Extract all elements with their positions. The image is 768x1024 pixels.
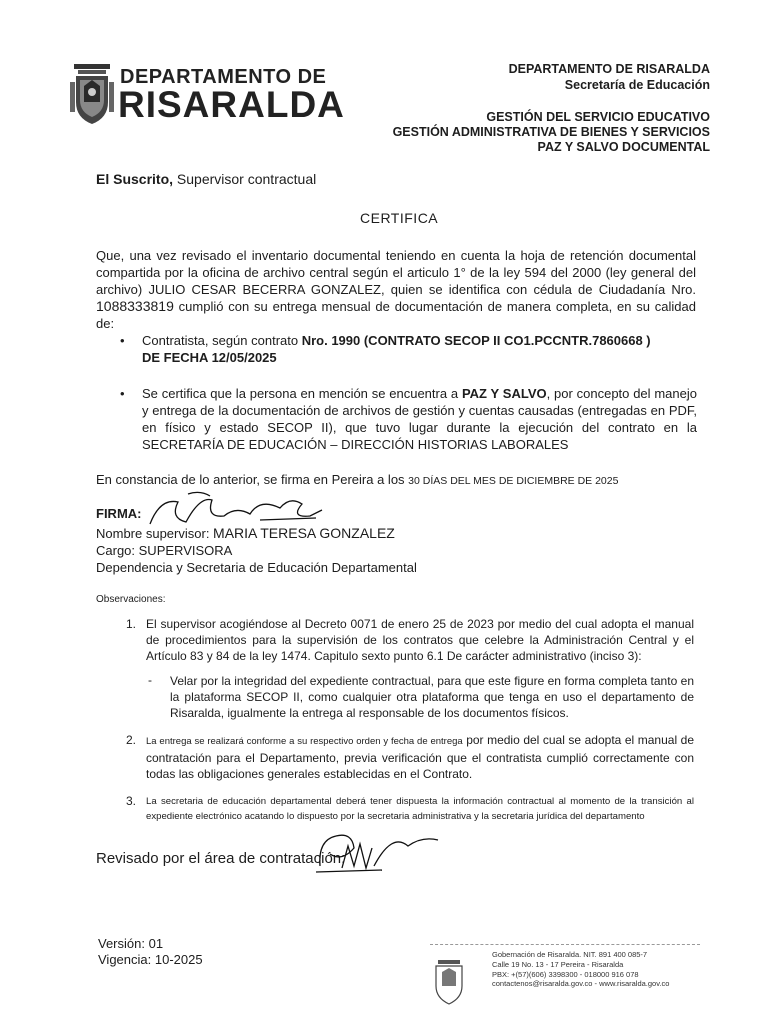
nombre-value: MARIA TERESA GONZALEZ	[213, 525, 395, 541]
obs-num-2: 2.	[126, 733, 137, 747]
cedula-number: 1088333819	[96, 298, 174, 314]
bullet-dot: •	[120, 333, 125, 348]
observaciones-title: Observaciones:	[96, 594, 166, 605]
logo-line1: DEPARTAMENTO DE	[120, 66, 327, 88]
bullet-contract	[142, 332, 702, 366]
footer-divider	[430, 944, 700, 945]
risaralda-logo	[70, 62, 370, 132]
footer-vigencia: Vigencia: 10-2025	[98, 952, 203, 967]
header-doc-title: PAZ Y SALVO DOCUMENTAL	[537, 140, 710, 154]
header-gestion2: GESTIÓN ADMINISTRATIVA DE BIENES Y SERVICIOS	[392, 125, 710, 139]
obs-subitem-dash: -	[148, 673, 152, 687]
cargo-value: SUPERVISORA	[138, 543, 233, 558]
b1-text: Contratista, según contrato	[142, 333, 302, 348]
obs-item-2-text: por medio del cual se adopta el manual de contratación para el Departamento, previa verificación que el contratista cumplió correctamente con todas las obligaciones generales establecidas en el Contrato.	[146, 733, 694, 781]
footer-contact-lines	[492, 950, 669, 989]
b1-bold: Nro. 1990 (CONTRATO SECOP II CO1.PCCNTR.7860668 )	[301, 333, 651, 348]
p1-text-b: cumplió con su entrega mensual de documentación de manera completa, en su calidad de:	[96, 299, 696, 331]
constancia-line	[96, 472, 618, 487]
firma-label: FIRMA:	[96, 506, 142, 521]
contratacion-signature	[312, 826, 442, 880]
logo-line2: RISARALDA	[118, 84, 345, 125]
footer-version-block	[98, 936, 203, 968]
p1-text-a: Que, una vez revisado el inventario documental teniendo en cuenta la hoja de retención documental compartida por la oficina de archivo central según el articulo 1° de la ley 594 del 2000 (ley general del archivo) JULIO CESAR BECERRA GONZALEZ, quien se identifica con cédula de Ciudadanía Nro.	[96, 248, 696, 297]
bullet-dot: •	[120, 386, 125, 401]
footer-version: Versión: 01	[98, 936, 164, 951]
footer-line-1: Gobernación de Risaralda. NIT. 891 400 085-7	[492, 950, 648, 959]
footer-crest-icon	[432, 958, 466, 1006]
paragraph-certification	[96, 247, 696, 332]
footer-line-4: contactenos@risaralda.gov.co - www.risaralda.gov.co	[492, 979, 670, 989]
coat-of-arms-icon	[70, 62, 114, 128]
obs-item-2-small: La entrega se realizará conforme a su respectivo orden y fecha de entrega	[146, 736, 463, 747]
obs-item-3: La secretaria de educación departamental deberá tener dispuesta la información contractual al momento de la transición al expediente electrónico acatando lo dispuesto por la secretaria administrativa y la secretaria jurídica del departamento	[146, 796, 694, 822]
cargo-line	[96, 543, 232, 558]
intro-line	[96, 171, 316, 187]
footer-line-3: PBX: +(57)(606) 3398300 - 018000 916 078	[492, 969, 639, 979]
footer-line-2: Calle 19 No. 13 - 17 Pereira - Risaralda	[492, 959, 624, 969]
obs-subitem: Velar por la integridad del expediente contractual, para que este figure en forma completa tanto en la plataforma SECOP II, como cualquier otra plataforma que tenga en uso el departamento de Risaralda, igualmente la entrega al responsable de los documentos físicos.	[170, 674, 694, 720]
nombre-label: Nombre supervisor:	[96, 526, 214, 541]
constancia-date: 30 DÍAS DEL MES DE DICIEMBRE DE 2025	[408, 475, 619, 487]
header-secretaria: Secretaría de Educación	[564, 78, 710, 92]
b2-text-b: , por concepto del manejo y entrega de la documentación de archivos de gestión y cuentas causadas (entregadas en PDF, en físico y estado SECOP II), que tuvo lugar durante la ejecución del contrato en la SECRETARÍA DE EDUCACIÓN – DIRECCIÓN HISTORIAS LABORALES	[142, 386, 697, 452]
dependencia-line: Dependencia y Secretaria de Educación Departamental	[96, 560, 417, 575]
obs-num-3: 3.	[126, 794, 137, 808]
obs-item-2	[146, 732, 694, 782]
nombre-line	[96, 525, 395, 541]
supervisor-signature	[140, 488, 340, 530]
intro-bold: El Suscrito,	[96, 171, 174, 187]
constancia-text: En constancia de lo anterior, se firma en Pereira a los	[96, 472, 409, 487]
certifica-heading: CERTIFICA	[360, 210, 439, 226]
revisado-label: Revisado por el área de contratación:	[96, 850, 346, 867]
intro-rest: Supervisor contractual	[173, 171, 317, 187]
b2-text-a: Se certifica que la persona en mención se encuentra a	[142, 386, 462, 401]
b1-date: DE FECHA 12/05/2025	[142, 350, 277, 365]
obs-item-1: El supervisor acogiéndose al Decreto 0071 de enero 25 de 2023 por medio del cual adopta el manual de procedimientos para la supervisión de los contratos que celebre la Administración Central y el Artículo 83 y 84 de la ley 1474. Capitulo sexto punto 6.1 De carácter administrativo (inciso 3):	[146, 617, 694, 663]
header-gestion1: GESTIÓN DEL SERVICIO EDUCATIVO	[486, 110, 710, 124]
cargo-label: Cargo:	[96, 543, 139, 558]
b2-bold: PAZ Y SALVO	[461, 386, 547, 401]
header-dept: DEPARTAMENTO DE RISARALDA	[508, 62, 710, 76]
obs-num-1: 1.	[126, 617, 137, 631]
footer-contact-block	[430, 944, 720, 1024]
bullet-paz-y-salvo	[142, 385, 697, 453]
